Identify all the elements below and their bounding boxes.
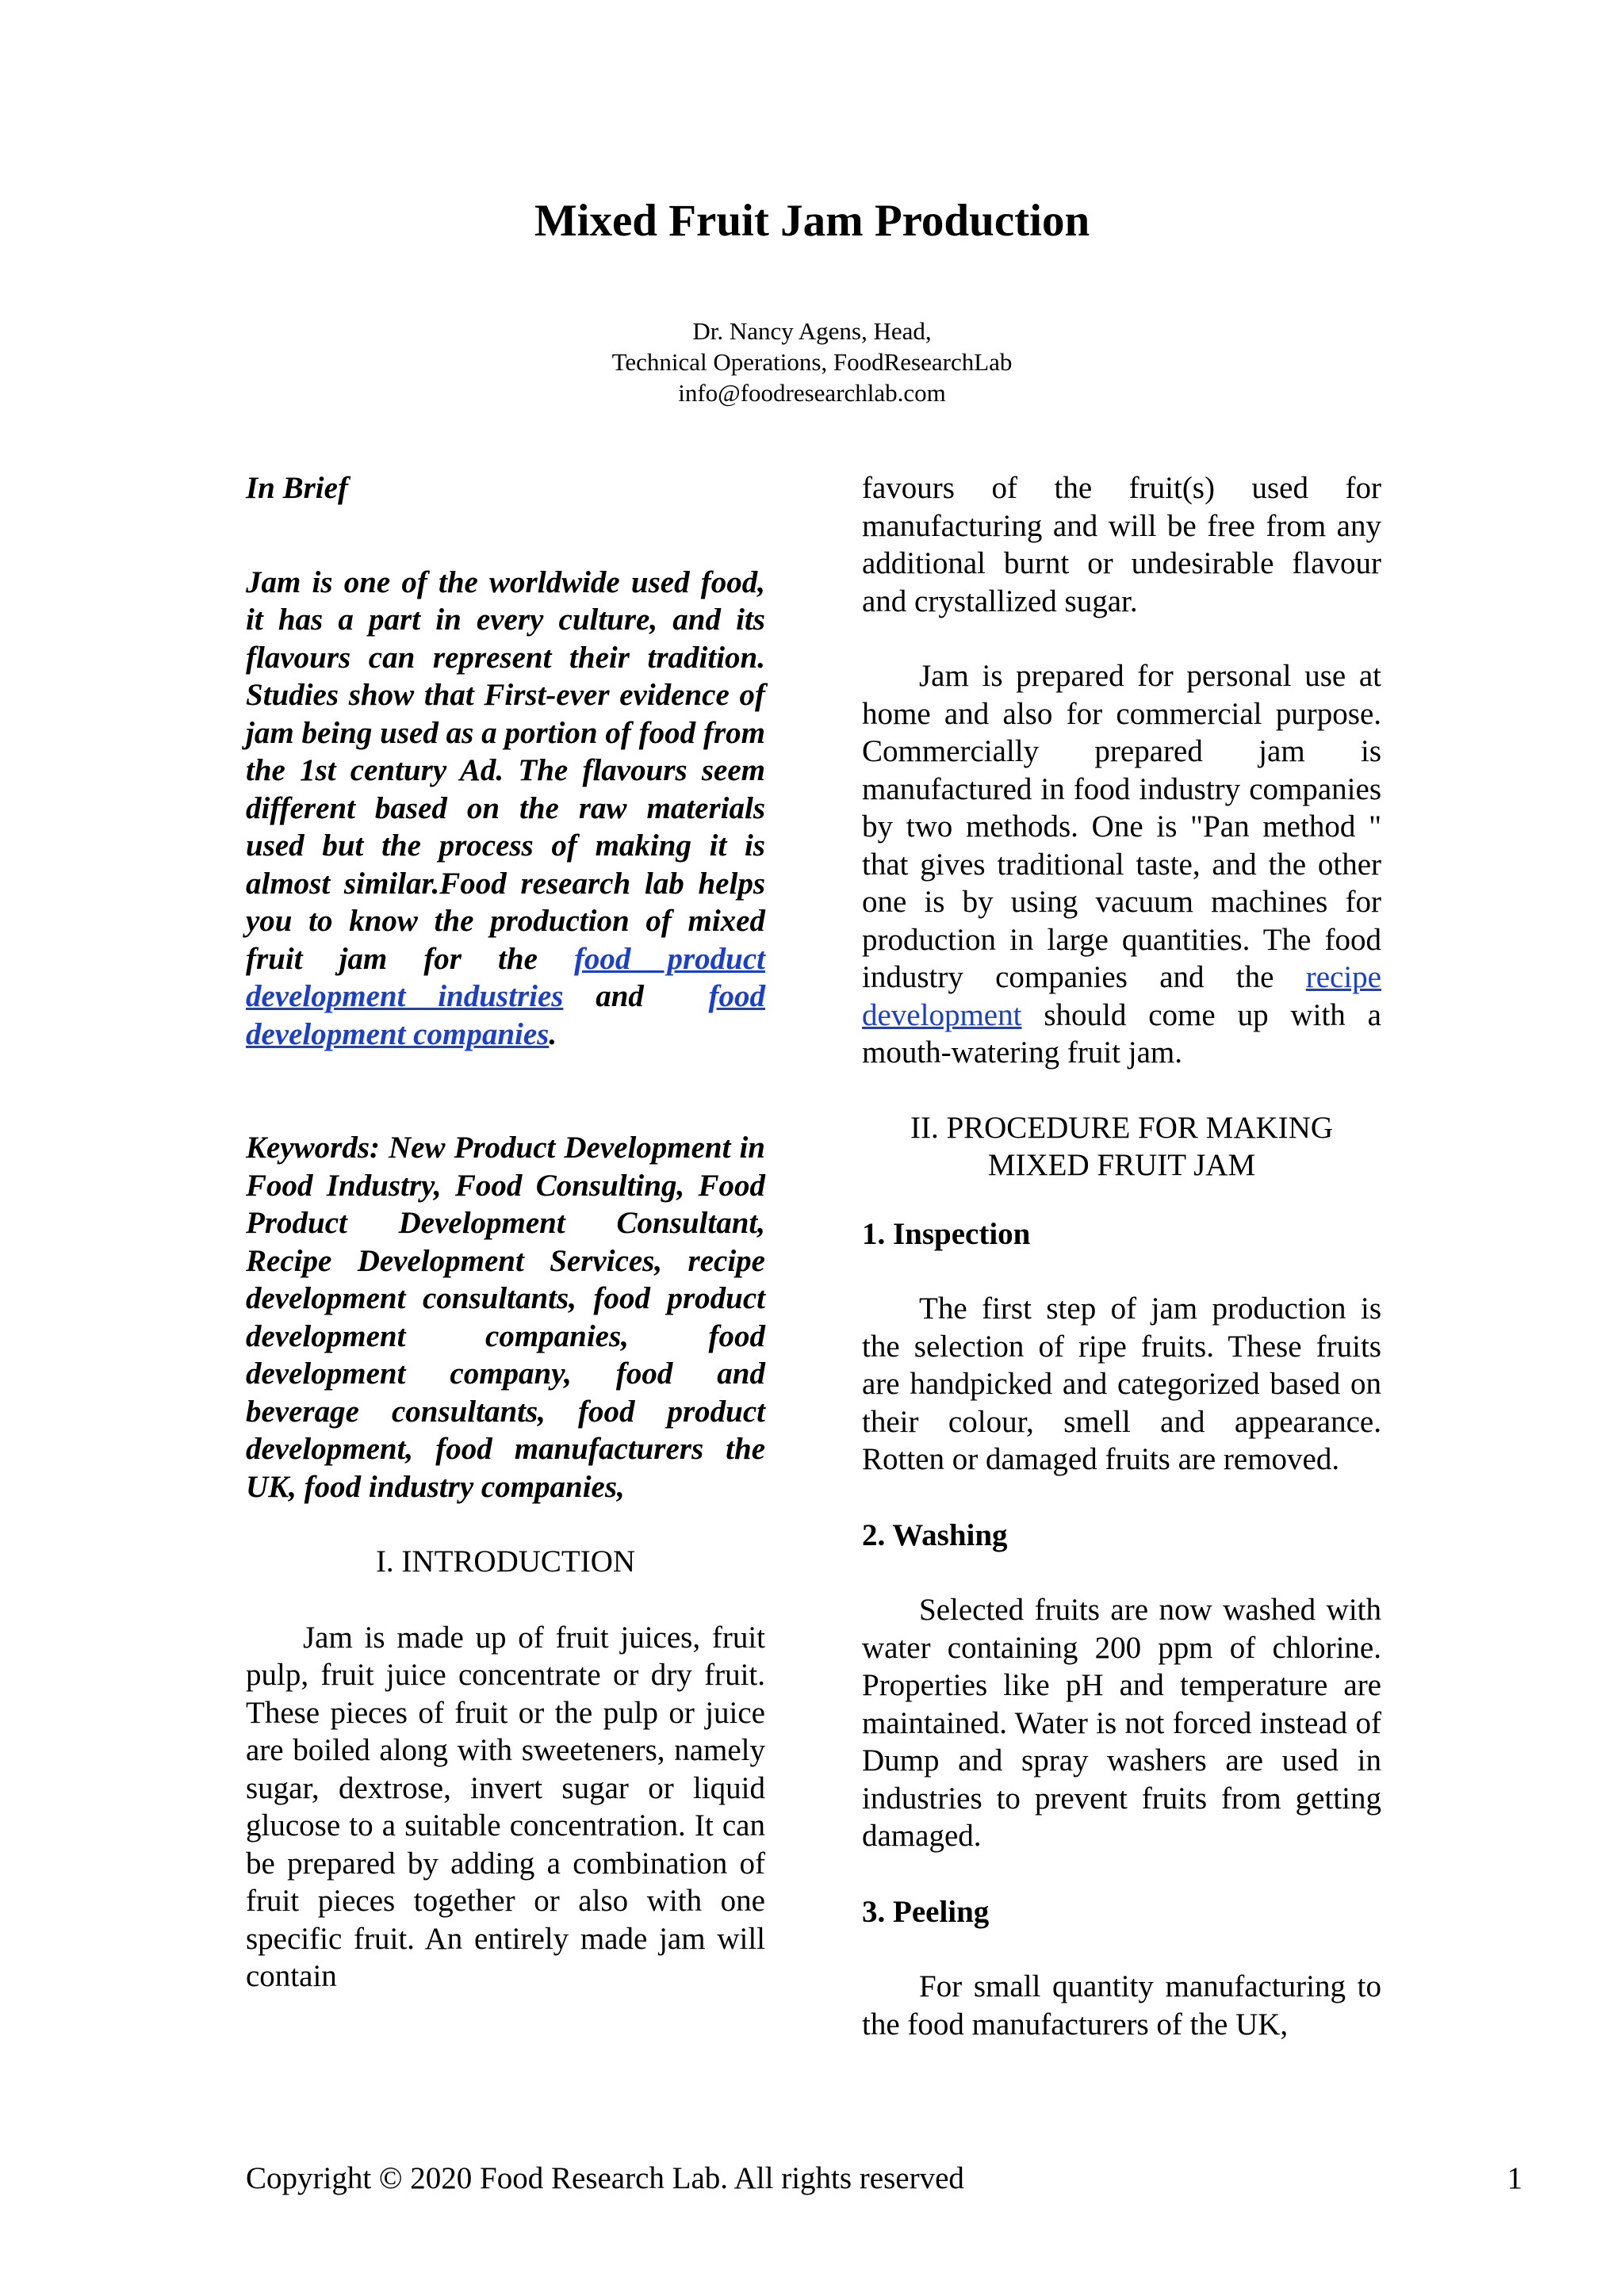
commercial-paragraph <box>862 657 1381 1072</box>
brief-end: . <box>549 1016 557 1051</box>
author-affiliation: Technical Operations, FoodResearchLab <box>611 348 1013 376</box>
inspection-heading: 1. Inspection <box>862 1216 1031 1251</box>
food-product-development-industries-link[interactable]: food product development industries <box>246 941 765 1013</box>
commercial-text-end: should come up with a mouth-watering fruit jam. <box>862 997 1381 1070</box>
brief-heading: In Brief <box>246 471 348 505</box>
continued-paragraph: favours of the fruit(s) used for manufacturing and will be free from any additional burnt or undesirable flavour and crystallized sugar. <box>862 471 1381 618</box>
author-name: Dr. Nancy Agens, Head, <box>692 317 932 345</box>
brief-paragraph <box>246 564 765 1054</box>
peeling-heading: 3. Peeling <box>862 1894 990 1929</box>
washing-paragraph: Selected fruits are now washed with water containing 200 ppm of chlorine. Properties like pH and temperature are maintained. Water is not forced instead of Dump and spray washers are used in industries to prevent fruits from getting damaged. <box>862 1593 1381 1853</box>
washing-heading: 2. Washing <box>862 1517 1008 1552</box>
page-footer <box>246 2160 1522 2198</box>
brief-text: Jam is one of the worldwide used food, it has a part in every culture, and its flavours can represent their tradition. Studies show that First-ever evidence of jam being used as a portion of food from the 1st century Ad. The flavours seem different based on the raw materials used but the process of making it is almost similar.Food research lab helps you to know the production of mixed fruit jam for the <box>246 564 765 976</box>
inspection-paragraph: The first step of jam production is the selection of ripe fruits. These fruits are handpicked and categorized based on their colour, smell and appearance. Rotten or damaged fruits are removed. <box>862 1292 1381 1476</box>
page-number: 1 <box>1507 2161 1522 2195</box>
procedure-heading-line2: MIXED FRUIT JAM <box>987 1148 1256 1182</box>
peeling-paragraph: For small quantity manufacturing to the food manufacturers of the UK, <box>862 1969 1381 2042</box>
recipe-development-link[interactable]: recipe development <box>862 960 1381 1032</box>
introduction-paragraph: Jam is made up of fruit juices, fruit pulp, fruit juice concentrate or dry fruit. These pieces of fruit or the pulp or juice are boiled along with sweeteners, namely sugar, dextrose, invert sugar or liquid glucose to a suitable concentration. It can be prepared by adding a combination of fruit pieces together or also with one specific fruit. An entirely made jam will contain <box>246 1620 765 1993</box>
right-column <box>862 469 1381 2043</box>
brief-connector: and <box>596 979 644 1013</box>
introduction-heading: I. INTRODUCTION <box>375 1544 636 1578</box>
procedure-heading-line1: II. PROCEDURE FOR MAKING <box>910 1110 1334 1145</box>
author-block <box>0 316 1624 408</box>
copyright-text: Copyright © 2020 Food Research Lab. All rights reserved <box>246 2161 964 2195</box>
page-title: Mixed Fruit Jam Production <box>534 196 1090 246</box>
left-column <box>246 469 765 1996</box>
commercial-text: Jam is prepared for personal use at home and also for commercial purpose. Commercially prepared jam is manufactured in food industry companies by two methods. One is "Pan method " that gives traditional taste, and the other one is by using vacuum machines for production in large quantities. The food industry companies and the <box>862 659 1381 994</box>
food-development-companies-link[interactable]: food development companies <box>246 979 765 1051</box>
procedure-heading <box>862 1109 1381 1184</box>
keywords-paragraph: Keywords: New Product Development in Food Industry, Food Consulting, Food Product Development Consultant, Recipe Development Services, recipe development consultants, food product development companies, food development company, food and beverage consultants, food product development, food manufacturers the UK, food industry companies, <box>246 1131 765 1504</box>
author-email: info@foodresearchlab.com <box>678 379 946 407</box>
